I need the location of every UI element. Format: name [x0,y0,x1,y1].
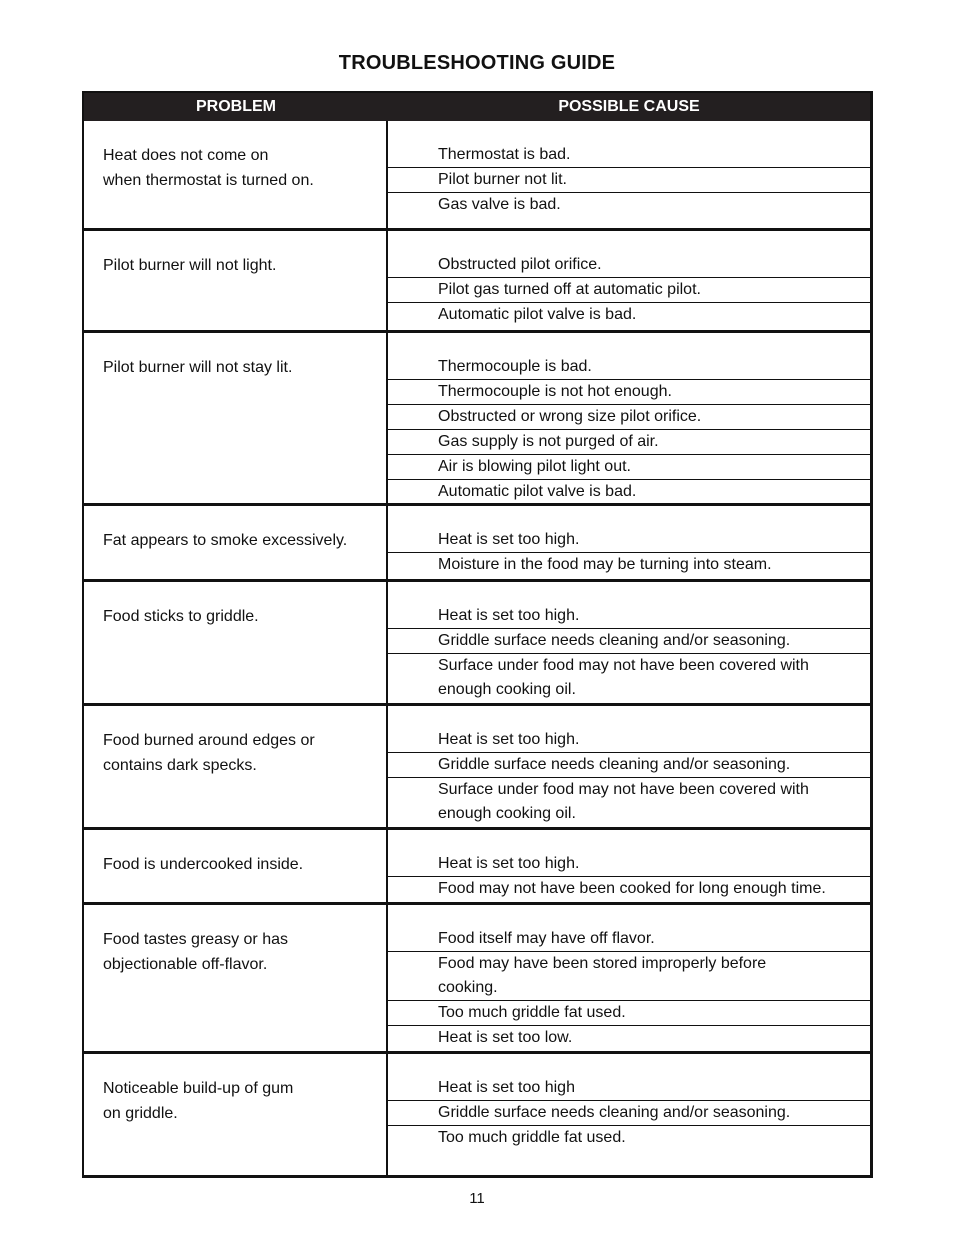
problem-cell [84,333,388,503]
cause-cell [388,582,870,703]
table-row [84,330,870,503]
table-row [84,1051,870,1175]
cause-item: Too much griddle fat used. [388,1000,870,1025]
cause-item: Gas supply is not purged of air. [388,429,870,454]
cause-cell [388,905,870,1051]
cause-cell [388,1054,870,1175]
cause-item: Surface under food may not have been covered with enough cooking oil. [388,653,870,702]
cause-item: Heat is set too high. [438,731,580,748]
problem-text: objectionable off-flavor. [103,956,268,973]
header-possible-cause: POSSIBLE CAUSE [558,98,700,115]
table-row [84,703,870,827]
table-row [84,228,870,330]
cause-item: Moisture in the food may be turning into steam. [388,552,870,577]
cause-item: Surface under food may not have been covered with enough cooking oil. [388,777,870,826]
cause-item: Thermocouple is not hot enough. [388,379,870,404]
cause-item: Griddle surface needs cleaning and/or seasoning. [388,752,870,777]
cause-cell [388,333,870,503]
problem-text: Fat appears to smoke excessively. [103,532,348,549]
table-row [84,503,870,579]
cause-item: Heat is set too high [438,1079,575,1096]
cause-item: Food may have been stored improperly before cooking. [388,951,870,1000]
table-body [84,121,870,1175]
cause-item: Heat is set too high. [438,855,580,872]
cause-item: Pilot gas turned off at automatic pilot. [388,277,870,302]
cause-cell [388,830,870,902]
problem-cell [84,121,388,228]
cause-cell [388,231,870,330]
cause-cell [388,506,870,579]
cause-item: Heat is set too low. [388,1025,870,1050]
problem-text: on griddle. [103,1105,178,1122]
problem-text: Pilot burner will not light. [103,257,277,274]
cause-item: Food itself may have off flavor. [438,930,655,947]
table-row [84,579,870,703]
cause-item: Thermocouple is bad. [438,358,592,375]
problem-cell [84,905,388,1051]
cause-item: Automatic pilot valve is bad. [388,302,870,327]
problem-text: contains dark specks. [103,757,257,774]
page-number: 11 [469,1190,485,1207]
cause-item: Obstructed or wrong size pilot orifice. [388,404,870,429]
cause-item: Automatic pilot valve is bad. [388,479,870,504]
cause-item: Griddle surface needs cleaning and/or seasoning. [388,628,870,653]
problem-cell [84,582,388,703]
problem-cell [84,1054,388,1175]
cause-item: Thermostat is bad. [438,146,571,163]
problem-cell [84,506,388,579]
cause-item: Heat is set too high. [438,531,580,548]
table-header [84,93,870,121]
problem-text: Pilot burner will not stay lit. [103,359,293,376]
problem-text: Noticeable build-up of gum [103,1080,294,1097]
problem-cell [84,231,388,330]
header-problem: PROBLEM [196,98,276,115]
troubleshooting-table [82,91,873,1178]
table-row [84,902,870,1051]
problem-text: when thermostat is turned on. [103,172,314,189]
problem-cell [84,706,388,827]
cause-item: Griddle surface needs cleaning and/or seasoning. [388,1100,870,1125]
table-row [84,827,870,902]
table-row [84,121,870,228]
problem-text: Food sticks to griddle. [103,608,259,625]
cause-item: Gas valve is bad. [388,192,870,217]
problem-cell [84,830,388,902]
problem-text: Heat does not come on [103,147,269,164]
cause-item: Too much griddle fat used. [388,1125,870,1150]
cause-cell [388,706,870,827]
cause-item: Air is blowing pilot light out. [388,454,870,479]
cause-item: Obstructed pilot orifice. [438,256,602,273]
cause-item: Food may not have been cooked for long enough time. [388,876,870,901]
page-title: TROUBLESHOOTING GUIDE [338,52,616,74]
problem-text: Food is undercooked inside. [103,856,304,873]
cause-item: Pilot burner not lit. [388,167,870,192]
cause-cell [388,121,870,228]
cause-item: Heat is set too high. [438,607,580,624]
problem-text: Food tastes greasy or has [103,931,288,948]
problem-text: Food burned around edges or [103,732,315,749]
